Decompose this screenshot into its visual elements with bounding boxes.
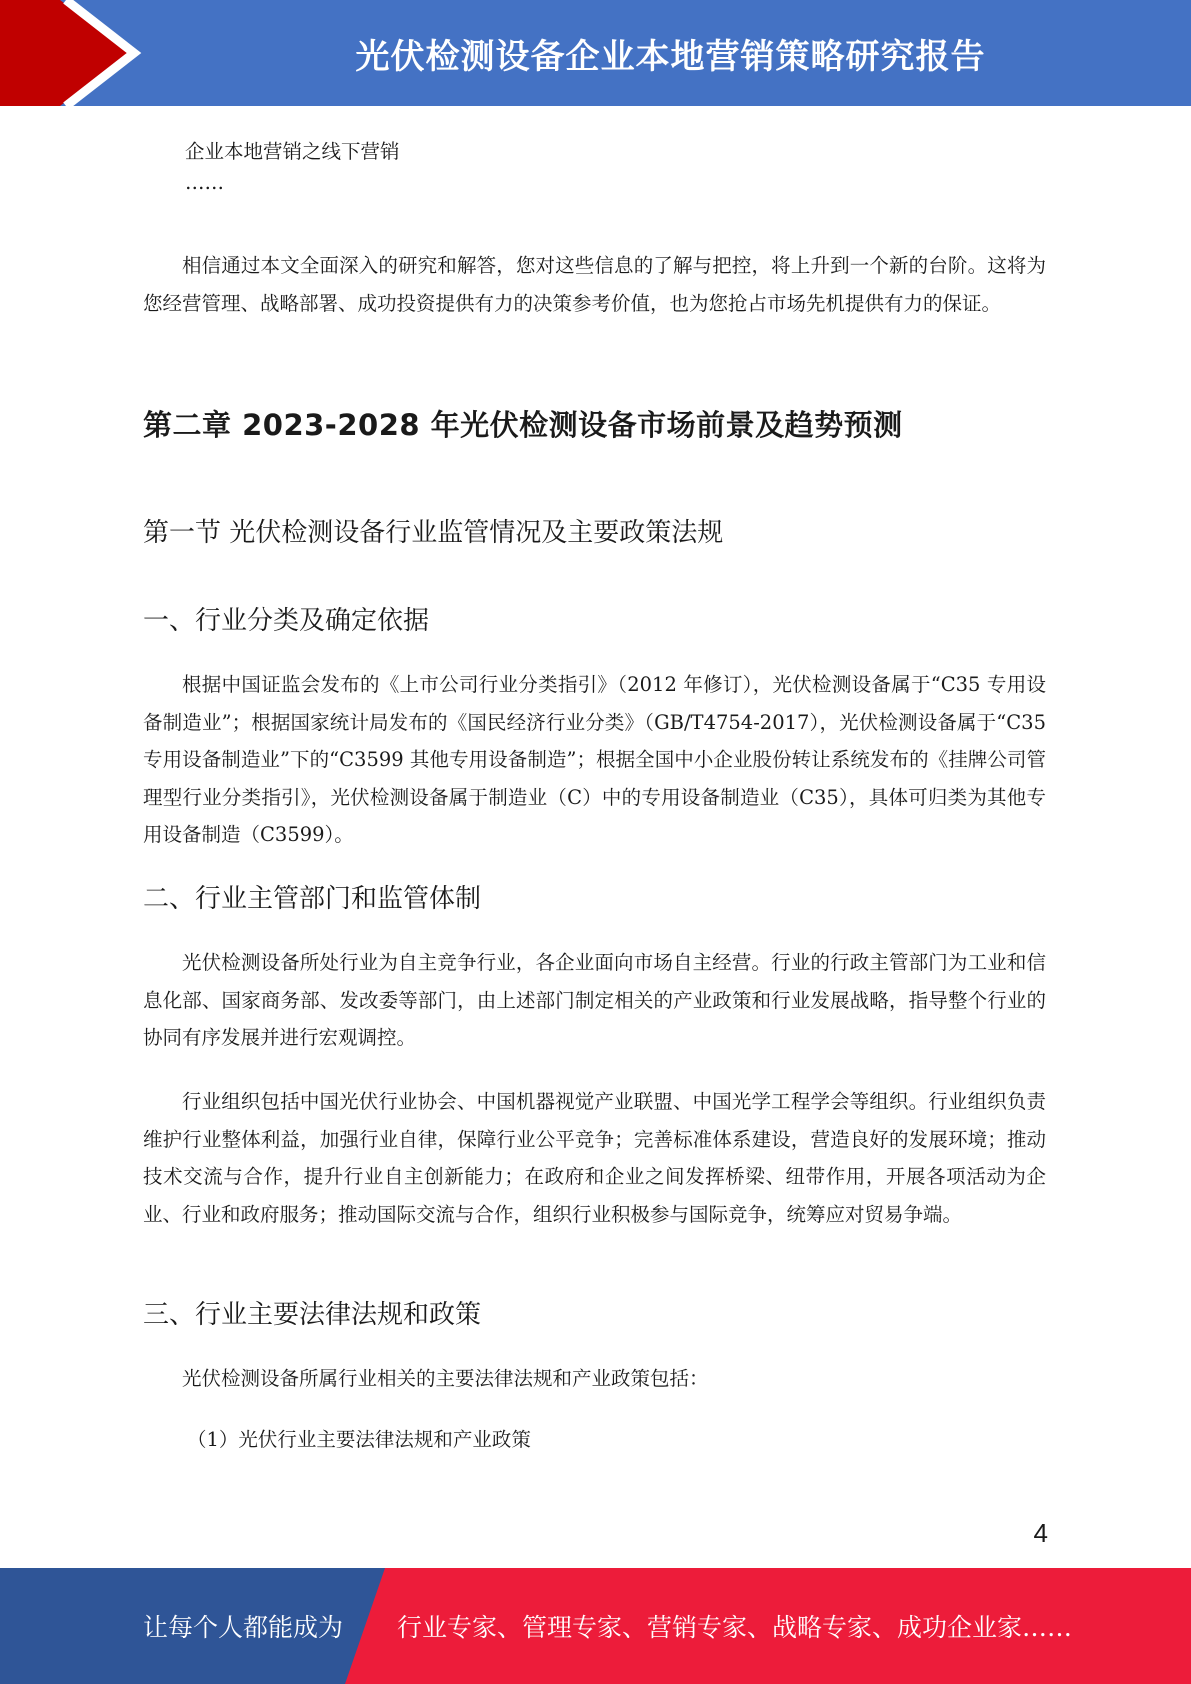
chapter-title: 第二章 2023-2028 年光伏检测设备市场前景及趋势预测 (143, 408, 903, 442)
header-title: 光伏检测设备企业本地营销策略研究报告 (355, 36, 986, 77)
footer-slogan-left: 让每个人都能成为 (143, 1613, 344, 1642)
part2-heading: 二、行业主管部门和监管体制 (143, 884, 482, 914)
page-number: 4 (1033, 1518, 1048, 1548)
part1-heading: 一、行业分类及确定依据 (143, 606, 430, 636)
page-header (0, 0, 1191, 110)
page-footer (0, 1568, 1191, 1684)
footer-slogan-right: 行业专家、管理专家、营销专家、战略专家、成功企业家…… (397, 1613, 1073, 1642)
intro-item: 企业本地营销之线下营销 (185, 140, 400, 163)
part2-paragraph-2: 行业组织包括中国光伏行业协会、中国机器视觉产业联盟、中国光学工程学会等组织。行业组织负责维护行业整体利益，加强行业自律，保障行业公平竞争；完善标准体系建设，营造良好的发展环境；推动技术交流与合作，提升行业自主创新能力；在政府和企业之间发挥桥梁、纽带作用，开展各项活动为企业、行业和政府服务；推动国际交流与合作，组织行业积极参与国际竞争，统筹应对贸易争端。 (143, 1090, 1046, 1226)
intro-paragraph: 相信通过本文全面深入的研究和解答，您对这些信息的了解与把控，将上升到一个新的台阶。这将为您经营管理、战略部署、成功投资提供有力的决策参考价值，也为您抢占市场先机提供有力的保证。 (143, 254, 1046, 315)
part3-sub-item: （1）光伏行业主要法律法规和产业政策 (187, 1428, 531, 1451)
part3-paragraph: 光伏检测设备所属行业相关的主要法律法规和产业政策包括： (182, 1367, 709, 1390)
intro-ellipsis: …… (185, 171, 224, 194)
part1-paragraph: 根据中国证监会发布的《上市公司行业分类指引》（2012 年修订），光伏检测设备属于“C35 专用设备制造业”；根据国家统计局发布的《国民经济行业分类》（GB/T4754-2017），光伏检测设备属于“C35 专用设备制造业”下的“C3599 其他专用设备制造”；根据全国中小企业股份转让系统发布的《挂牌公司管理型行业分类指引》，光伏检测设备属于制造业（C）中的专用设备制造业（C35），具体可归类为其他专用设备制造（C3599）。 (143, 673, 1046, 846)
part3-heading: 三、行业主要法律法规和政策 (143, 1300, 482, 1330)
part2-paragraph-1: 光伏检测设备所处行业为自主竞争行业，各企业面向市场自主经营。行业的行政主管部门为工业和信息化部、国家商务部、发改委等部门，由上述部门制定相关的产业政策和行业发展战略，指导整个行业的协同有序发展并进行宏观调控。 (143, 951, 1046, 1049)
section-title: 第一节 光伏检测设备行业监管情况及主要政策法规 (143, 518, 724, 548)
